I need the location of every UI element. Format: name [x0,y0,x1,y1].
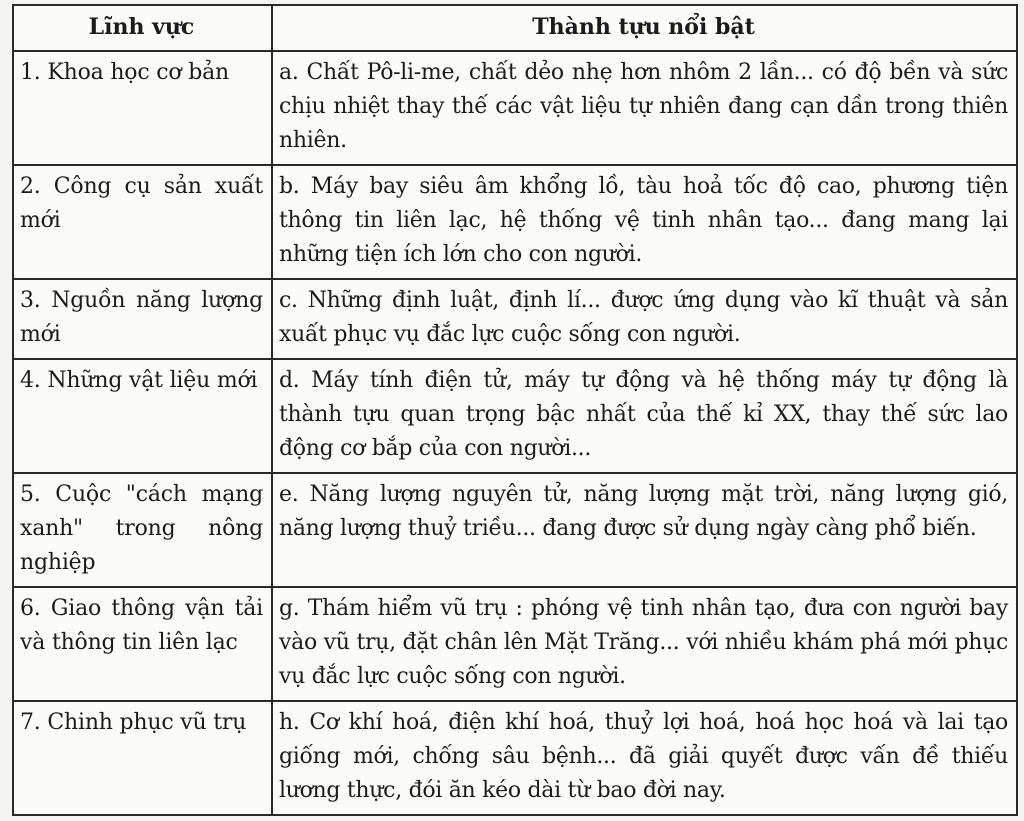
achievement-cell: g. Thám hiểm vũ trụ : phóng vệ tinh nhân tạo, đưa con người bay vào vũ trụ, đặt chân lên Mặt Trăng... với nhiều khám phá mới phục vụ đắc lực cuộc sống con người. [272,587,1017,701]
field-cell: 2. Công cụ sản xuất mới [13,165,272,279]
table-row [13,473,1017,587]
header-achievement: Thành tựu nổi bật [272,5,1017,51]
header-row [13,5,1017,51]
table-row [13,51,1017,165]
achievement-cell: a. Chất Pô-li-me, chất dẻo nhẹ hơn nhôm 2 lần... có độ bền và sức chịu nhiệt thay thế các vật liệu tự nhiên đang cạn dần trong thiên nhiên. [272,51,1017,165]
table-row [13,359,1017,473]
achievement-cell: c. Những định luật, định lí... được ứng dụng vào kĩ thuật và sản xuất phục vụ đắc lực cuộc sống con người. [272,279,1017,359]
field-cell: 5. Cuộc "cách mạng xanh" trong nông nghiệp [13,473,272,587]
achievement-cell: d. Máy tính điện tử, máy tự động và hệ thống máy tự động là thành tựu quan trọng bậc nhất của thế kỉ XX, thay thế sức lao động cơ bắp của con người... [272,359,1017,473]
achievement-cell: h. Cơ khí hoá, điện khí hoá, thuỷ lợi hoá, hoá học hoá và lai tạo giống mới, chống sâu bệnh... đã giải quyết được vấn đề thiếu lương thực, đói ăn kéo dài từ bao đời nay. [272,701,1017,815]
field-cell: 4. Những vật liệu mới [13,359,272,473]
field-cell: 7. Chinh phục vũ trụ [13,701,272,815]
table-row [13,165,1017,279]
achievement-cell: e. Năng lượng nguyên tử, năng lượng mặt trời, năng lượng gió, năng lượng thuỷ triều... đang được sử dụng ngày càng phổ biến. [272,473,1017,587]
field-cell: 6. Giao thông vận tải và thông tin liên lạc [13,587,272,701]
achievements-table [12,4,1018,816]
header-field: Lĩnh vực [13,5,272,51]
achievement-cell: b. Máy bay siêu âm khổng lồ, tàu hoả tốc độ cao, phương tiện thông tin liên lạc, hệ thống vệ tinh nhân tạo... đang mang lại những tiện ích lớn cho con người. [272,165,1017,279]
table-row [13,701,1017,815]
table-row [13,587,1017,701]
table-row [13,279,1017,359]
field-cell: 1. Khoa học cơ bản [13,51,272,165]
field-cell: 3. Nguồn năng lượng mới [13,279,272,359]
